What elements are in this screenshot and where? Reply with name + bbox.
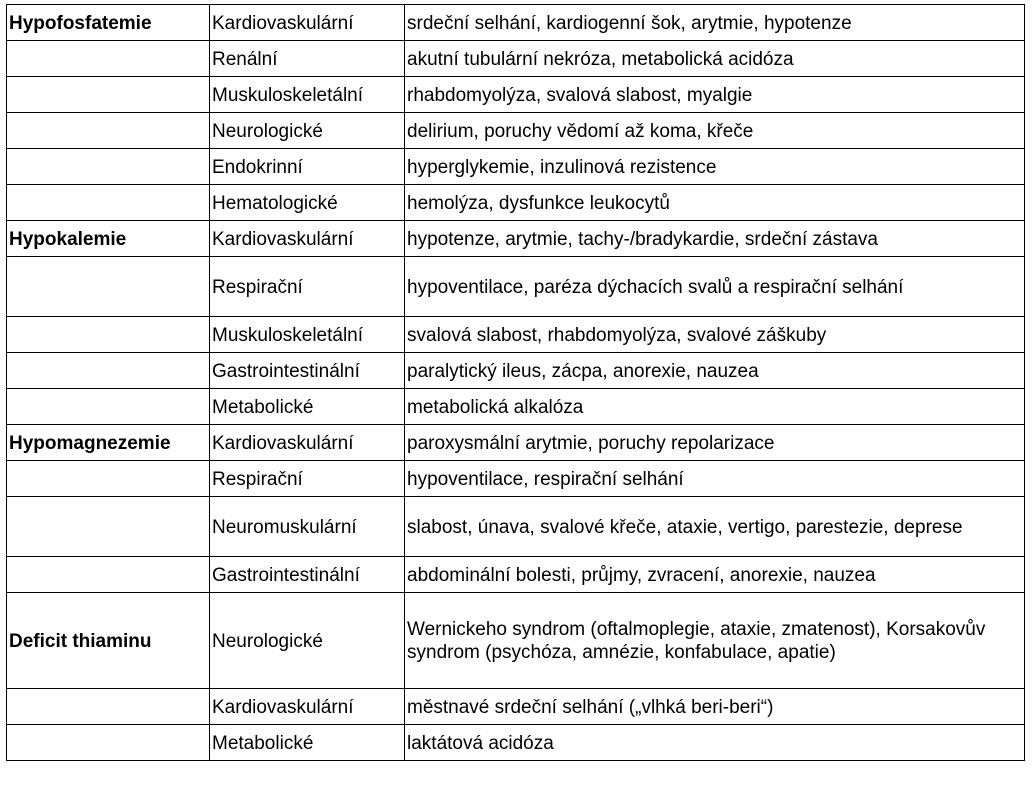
manifestations-cell: svalová slabost, rhabdomyolýza, svalové záškuby — [405, 317, 1025, 353]
condition-cell — [7, 353, 210, 389]
table-row — [7, 389, 1025, 425]
condition-cell: Hypomagnezemie — [7, 425, 210, 461]
condition-cell — [7, 113, 210, 149]
condition-cell — [7, 557, 210, 593]
condition-cell: Hypokalemie — [7, 221, 210, 257]
manifestations-cell: Wernickeho syndrom (oftalmoplegie, ataxie, zmatenost), Korsakovův syndrom (psychóza, amnézie, konfabulace, apatie) — [405, 593, 1025, 689]
organ-system-cell: Gastrointestinální — [210, 557, 405, 593]
manifestations-table — [6, 4, 1025, 761]
organ-system-cell: Renální — [210, 41, 405, 77]
manifestations-cell: rhabdomyolýza, svalová slabost, myalgie — [405, 77, 1025, 113]
condition-cell — [7, 725, 210, 761]
condition-cell — [7, 461, 210, 497]
organ-system-cell: Respirační — [210, 461, 405, 497]
manifestations-cell: hypoventilace, paréza dýchacích svalů a respirační selhání — [405, 257, 1025, 317]
organ-system-cell: Neuromuskulární — [210, 497, 405, 557]
condition-cell — [7, 257, 210, 317]
organ-system-cell: Kardiovaskulární — [210, 221, 405, 257]
table-row — [7, 425, 1025, 461]
condition-cell — [7, 149, 210, 185]
table-row — [7, 725, 1025, 761]
manifestations-cell: paralytický ileus, zácpa, anorexie, nauzea — [405, 353, 1025, 389]
manifestations-cell: hemolýza, dysfunkce leukocytů — [405, 185, 1025, 221]
condition-cell — [7, 41, 210, 77]
table-row — [7, 557, 1025, 593]
table-row — [7, 113, 1025, 149]
table-row — [7, 257, 1025, 317]
condition-cell: Deficit thiaminu — [7, 593, 210, 689]
condition-cell — [7, 77, 210, 113]
manifestations-cell: paroxysmální arytmie, poruchy repolarizace — [405, 425, 1025, 461]
condition-cell — [7, 185, 210, 221]
organ-system-cell: Metabolické — [210, 725, 405, 761]
manifestations-cell: hyperglykemie, inzulinová rezistence — [405, 149, 1025, 185]
table-row — [7, 221, 1025, 257]
organ-system-cell: Hematologické — [210, 185, 405, 221]
table-row — [7, 497, 1025, 557]
table-row — [7, 185, 1025, 221]
table-row — [7, 593, 1025, 689]
manifestations-cell: slabost, únava, svalové křeče, ataxie, vertigo, parestezie, deprese — [405, 497, 1025, 557]
organ-system-cell: Respirační — [210, 257, 405, 317]
table-row — [7, 689, 1025, 725]
organ-system-cell: Metabolické — [210, 389, 405, 425]
organ-system-cell: Neurologické — [210, 593, 405, 689]
table-row — [7, 461, 1025, 497]
manifestations-cell: abdominální bolesti, průjmy, zvracení, anorexie, nauzea — [405, 557, 1025, 593]
organ-system-cell: Endokrinní — [210, 149, 405, 185]
condition-cell — [7, 497, 210, 557]
manifestations-cell: akutní tubulární nekróza, metabolická acidóza — [405, 41, 1025, 77]
condition-cell: Hypofosfatemie — [7, 5, 210, 41]
manifestations-cell: delirium, poruchy vědomí až koma, křeče — [405, 113, 1025, 149]
organ-system-cell: Kardiovaskulární — [210, 425, 405, 461]
manifestations-cell: hypotenze, arytmie, tachy-/bradykardie, srdeční zástava — [405, 221, 1025, 257]
organ-system-cell: Gastrointestinální — [210, 353, 405, 389]
manifestations-cell: hypoventilace, respirační selhání — [405, 461, 1025, 497]
condition-cell — [7, 689, 210, 725]
organ-system-cell: Muskuloskeletální — [210, 77, 405, 113]
table-row — [7, 77, 1025, 113]
organ-system-cell: Kardiovaskulární — [210, 689, 405, 725]
table-row — [7, 41, 1025, 77]
organ-system-cell: Kardiovaskulární — [210, 5, 405, 41]
table-row — [7, 5, 1025, 41]
condition-cell — [7, 389, 210, 425]
organ-system-cell: Muskuloskeletální — [210, 317, 405, 353]
manifestations-cell: laktátová acidóza — [405, 725, 1025, 761]
condition-cell — [7, 317, 210, 353]
table-row — [7, 353, 1025, 389]
manifestations-cell: srdeční selhání, kardiogenní šok, arytmie, hypotenze — [405, 5, 1025, 41]
manifestations-cell: metabolická alkalóza — [405, 389, 1025, 425]
table-row — [7, 149, 1025, 185]
table-row — [7, 317, 1025, 353]
table-body — [7, 5, 1025, 761]
manifestations-cell: městnavé srdeční selhání („vlhká beri-beri“) — [405, 689, 1025, 725]
organ-system-cell: Neurologické — [210, 113, 405, 149]
